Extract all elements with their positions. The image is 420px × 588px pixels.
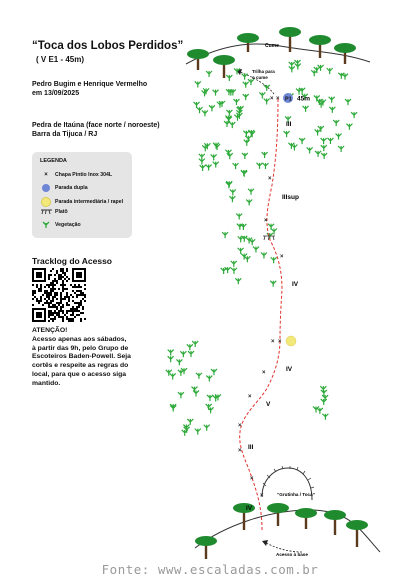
vegetation-plant — [336, 134, 342, 140]
date: em 13/09/2025 — [32, 90, 80, 97]
vegetation-plant — [241, 171, 247, 177]
vegetation-plant — [199, 159, 205, 165]
attention-heading: ATENÇÃO! — [32, 327, 68, 334]
topo-subtitle: ( V E1 - 45m) — [36, 55, 85, 64]
vegetation-plant — [327, 68, 333, 74]
vegetation-plant — [180, 351, 186, 357]
vegetation-plant — [307, 147, 313, 153]
route-plateau-icon — [263, 236, 275, 240]
vegetation-plant — [327, 138, 333, 144]
vegetation-plant — [207, 395, 213, 401]
bolt-marker: × — [264, 218, 268, 224]
legend-item-vegetation: Vegetação — [40, 221, 81, 228]
vegetation-plant — [268, 224, 274, 230]
vegetation-plant — [233, 99, 239, 105]
vegetation-plant — [296, 89, 302, 95]
vegetation-plant — [289, 66, 295, 72]
vegetation-plant — [170, 373, 176, 379]
vegetation-plant — [270, 281, 276, 287]
vegetation-plant — [338, 146, 344, 152]
vegetation-plant — [225, 267, 231, 273]
vegetation-plant — [229, 196, 235, 202]
vegetation-plant — [230, 189, 236, 195]
vegetation-plant — [284, 131, 290, 137]
vegetation-plant — [237, 224, 243, 230]
vegetation-plant — [233, 163, 239, 169]
grade-pitch-4: IV — [286, 366, 293, 373]
access-arrow-icon — [262, 540, 268, 546]
tracklog-title: Tracklog do Acesso — [32, 256, 112, 266]
grade-pitch-3: IV — [292, 281, 299, 288]
vegetation-plant — [345, 99, 351, 105]
vegetation-plant — [168, 350, 174, 356]
vegetation-plant — [259, 92, 265, 98]
route-length-label: 45m — [297, 95, 311, 103]
cume-label: Cume — [265, 43, 279, 49]
vegetation-plant — [262, 163, 268, 169]
vegetation-plant — [208, 407, 214, 413]
trail-label-2: o cume — [252, 75, 268, 80]
vegetation-plant — [187, 344, 193, 350]
vegetation-plant — [196, 373, 202, 379]
vegetation-plant — [211, 369, 217, 375]
trail-label-1: Trilha para — [252, 69, 275, 74]
bolt-marker: × — [271, 339, 275, 345]
vegetation-plant — [231, 261, 237, 267]
bolt-marker: × — [260, 493, 264, 499]
legend-item-bolt: × Chapa Pintio Inox 304L — [40, 172, 112, 178]
vegetation-plant — [229, 122, 235, 128]
vegetation-plant — [240, 224, 246, 230]
attention-body: Acesso apenas aos sábados, à partir das 9h, pelo Grupo de Escoteiros Baden-Powell. Seja cortês e respeite as regras do local, para que o acesso siga mantido. — [32, 335, 131, 387]
vegetation-plant — [211, 154, 217, 160]
vegetation-plant — [192, 341, 198, 347]
bolt-marker: × — [280, 254, 284, 260]
vegetation-plant — [242, 153, 248, 159]
location-line-1: Pedra de Itaúna (face norte / noroeste) — [32, 122, 160, 129]
vegetation-plant — [264, 98, 270, 104]
vegetation-plant — [303, 106, 309, 112]
cave-label: “Grutinha / Toca” — [277, 492, 315, 497]
vegetation-plant — [188, 351, 194, 357]
bolt-marker: × — [248, 394, 252, 400]
grade-pitch-1: III — [286, 121, 292, 128]
vegetation-plant — [168, 356, 174, 362]
vegetation-plant — [241, 236, 247, 242]
vegetation-plant — [178, 392, 184, 398]
route-line — [240, 98, 282, 530]
vegetation-plant — [261, 253, 267, 259]
vegetation-plant — [333, 120, 339, 126]
vegetation-plant — [315, 129, 321, 135]
vegetation-plant — [351, 112, 357, 118]
vegetation-plant — [194, 102, 200, 108]
bolt-icon: × — [44, 172, 48, 178]
vegetation-plant — [253, 247, 259, 253]
vegetation-plant — [238, 248, 244, 254]
plateau-hatch-icon — [263, 466, 314, 488]
bolt-marker: × — [262, 370, 266, 376]
source-footer[interactable]: Fonte: www.escaladas.com.br — [101, 562, 319, 577]
vegetation-plant — [315, 151, 321, 157]
vegetation-plant — [206, 376, 212, 382]
legend-title: LEGENDA — [40, 158, 67, 164]
bolt-marker: × — [276, 96, 280, 102]
intermediate-station-dot — [286, 336, 296, 346]
vegetation-plant — [321, 138, 327, 144]
vegetation-plant — [206, 165, 212, 171]
vegetation-plant — [329, 97, 335, 103]
vegetation-plant — [271, 257, 277, 263]
vegetation-plant — [235, 278, 241, 284]
vegetation-plant — [197, 107, 203, 113]
vegetation-plant — [187, 419, 193, 425]
vegetation-plant — [206, 71, 212, 77]
vegetation-plant — [176, 359, 182, 365]
access-label: Acesso à base — [276, 552, 308, 557]
vegetation-plant — [321, 153, 327, 159]
base-trees — [195, 503, 368, 559]
grade-pitch-7: IV — [246, 505, 253, 512]
access-trail — [266, 543, 302, 552]
vegetation-plant — [246, 200, 252, 206]
vegetation-plant — [202, 110, 208, 116]
vegetation-plant — [222, 232, 228, 238]
vegetation-plant — [322, 395, 328, 401]
vegetation-plant — [317, 408, 323, 414]
vegetation-plant — [243, 94, 249, 100]
grade-pitch-2: IIIsup — [282, 194, 299, 201]
belay-p1-label: P1 — [285, 96, 292, 103]
vegetation-plant — [213, 162, 219, 168]
vegetation-plant — [299, 138, 305, 144]
vegetation-plant — [195, 81, 201, 87]
bolt-marker: × — [270, 96, 274, 102]
vegetation-plant — [213, 90, 219, 96]
vegetation-plant — [226, 110, 232, 116]
authors: Pedro Bugim e Henrique Vermelho — [32, 81, 148, 88]
bolt-marker: × — [238, 448, 242, 454]
vegetation-plants — [166, 60, 357, 436]
vegetation-plant — [249, 239, 255, 245]
vegetation-plant — [238, 236, 244, 242]
vegetation-plant — [227, 153, 233, 159]
vegetation-plant — [262, 152, 268, 158]
vegetation-plant — [243, 82, 249, 88]
vegetation-plant — [244, 256, 250, 262]
grade-pitch-5: V — [266, 401, 271, 408]
vegetation-plant — [248, 189, 254, 195]
vegetation-plant — [209, 105, 215, 111]
vegetation-plant — [231, 268, 237, 274]
vegetation-plant — [224, 121, 230, 127]
bolt-marker: × — [238, 423, 242, 429]
legend-item-belay: Parada dupla — [40, 184, 88, 192]
location-line-2: Barra da Tijuca / RJ — [32, 131, 98, 138]
vegetation-plant — [226, 182, 232, 188]
vegetation-plant — [321, 399, 327, 405]
vegetation-plant — [329, 107, 335, 113]
bolt-marker: × — [278, 339, 282, 345]
vegetation-plant — [182, 430, 188, 436]
topo-title: “Toca dos Lobos Perdidos” — [32, 40, 184, 52]
vegetation-plant — [236, 214, 242, 220]
legend-item-intermediate: Parada intermediária / rapel — [40, 197, 123, 207]
legend-item-plateau: Platô — [40, 209, 68, 215]
vegetation-plant — [321, 145, 327, 151]
bolt-marker: × — [268, 176, 272, 182]
vegetation-plant — [346, 124, 352, 130]
vegetation-plant — [204, 425, 210, 431]
bolt-marker: × — [250, 476, 254, 482]
grade-pitch-6: III — [248, 444, 254, 451]
vegetation-plant — [257, 163, 263, 169]
vegetation-plant — [200, 165, 206, 171]
vegetation-plant — [195, 429, 201, 435]
vegetation-plant — [291, 145, 297, 151]
base-ground — [195, 510, 380, 552]
vegetation-plant — [226, 75, 232, 81]
vegetation-plant — [242, 74, 248, 80]
vegetation-plant — [322, 414, 328, 420]
